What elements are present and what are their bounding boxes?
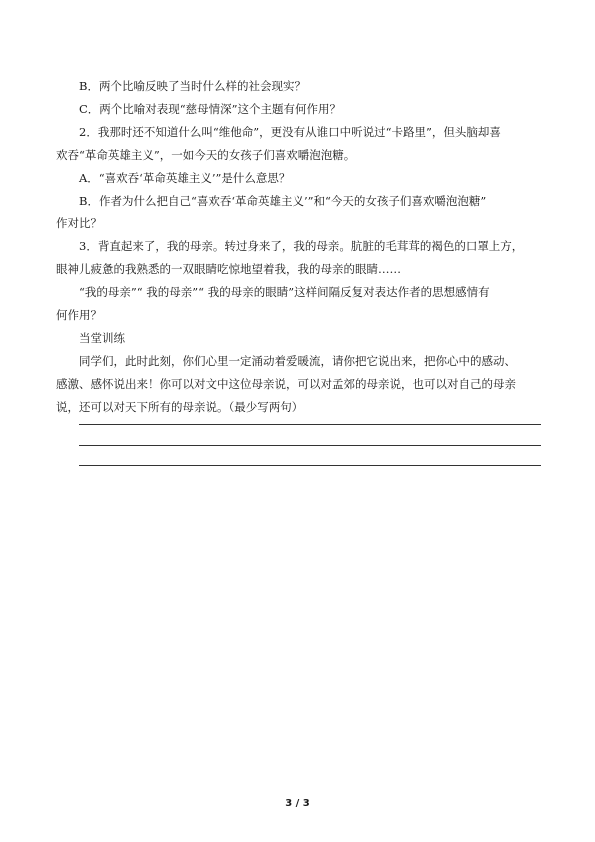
- question-a-line: A．“喜欢吞‘革命英雄主义’”是什么意思？: [79, 171, 291, 185]
- passage-2-line-2: 欢吞“革命英雄主义”，一如今天的女孩子们喜欢嚼泡泡糖。: [56, 148, 356, 162]
- answer-line-1[interactable]: [79, 424, 541, 425]
- question-b2-line-2: 作对比？: [56, 216, 102, 230]
- passage-2-line-1: 2．我那时还不知道什么叫“维他命”，更没有从谁口中听说过“卡路里”，但头脑却喜: [79, 125, 501, 139]
- question-3-line-1: “我的母亲”“ 我的母亲”“ 我的母亲的眼睛”这样间隔反复对表达作者的思想感情有: [79, 285, 490, 299]
- passage-3-line-2: 眼神儿疲惫的我熟悉的一双眼睛吃惊地望着我，我的母亲的眼睛……: [56, 262, 401, 276]
- page-number: 3 / 3: [285, 798, 310, 809]
- question-c-line: C．两个比喻对表现“慈母情深”这个主题有何作用？: [79, 102, 342, 116]
- exercise-line-2: 感激、感怀说出来！你可以对文中这位母亲说，可以对孟郊的母亲说，也可以对自己的母亲: [56, 377, 516, 391]
- question-b-line: B．两个比喻反映了当时什么样的社会现实？: [79, 79, 306, 93]
- question-b2-line-1: B．作者为什么把自己“喜欢吞‘革命英雄主义’”和“今天的女孩子们喜欢嚼泡泡糖”: [79, 194, 487, 208]
- answer-line-3[interactable]: [79, 465, 541, 466]
- section-heading: 当堂训练: [79, 331, 125, 345]
- exercise-line-1: 同学们，此时此刻，你们心里一定涌动着爱暖流，请你把它说出来，把你心中的感动、: [79, 354, 516, 368]
- question-3-line-2: 何作用？: [56, 308, 102, 322]
- exercise-line-3: 说，还可以对天下所有的母亲说。（最少写两句）: [56, 400, 304, 414]
- answer-line-2[interactable]: [79, 445, 541, 446]
- passage-3-line-1: 3．背直起来了，我的母亲。转过身来了，我的母亲。肮脏的毛茸茸的褐色的口罩上方，: [79, 239, 524, 253]
